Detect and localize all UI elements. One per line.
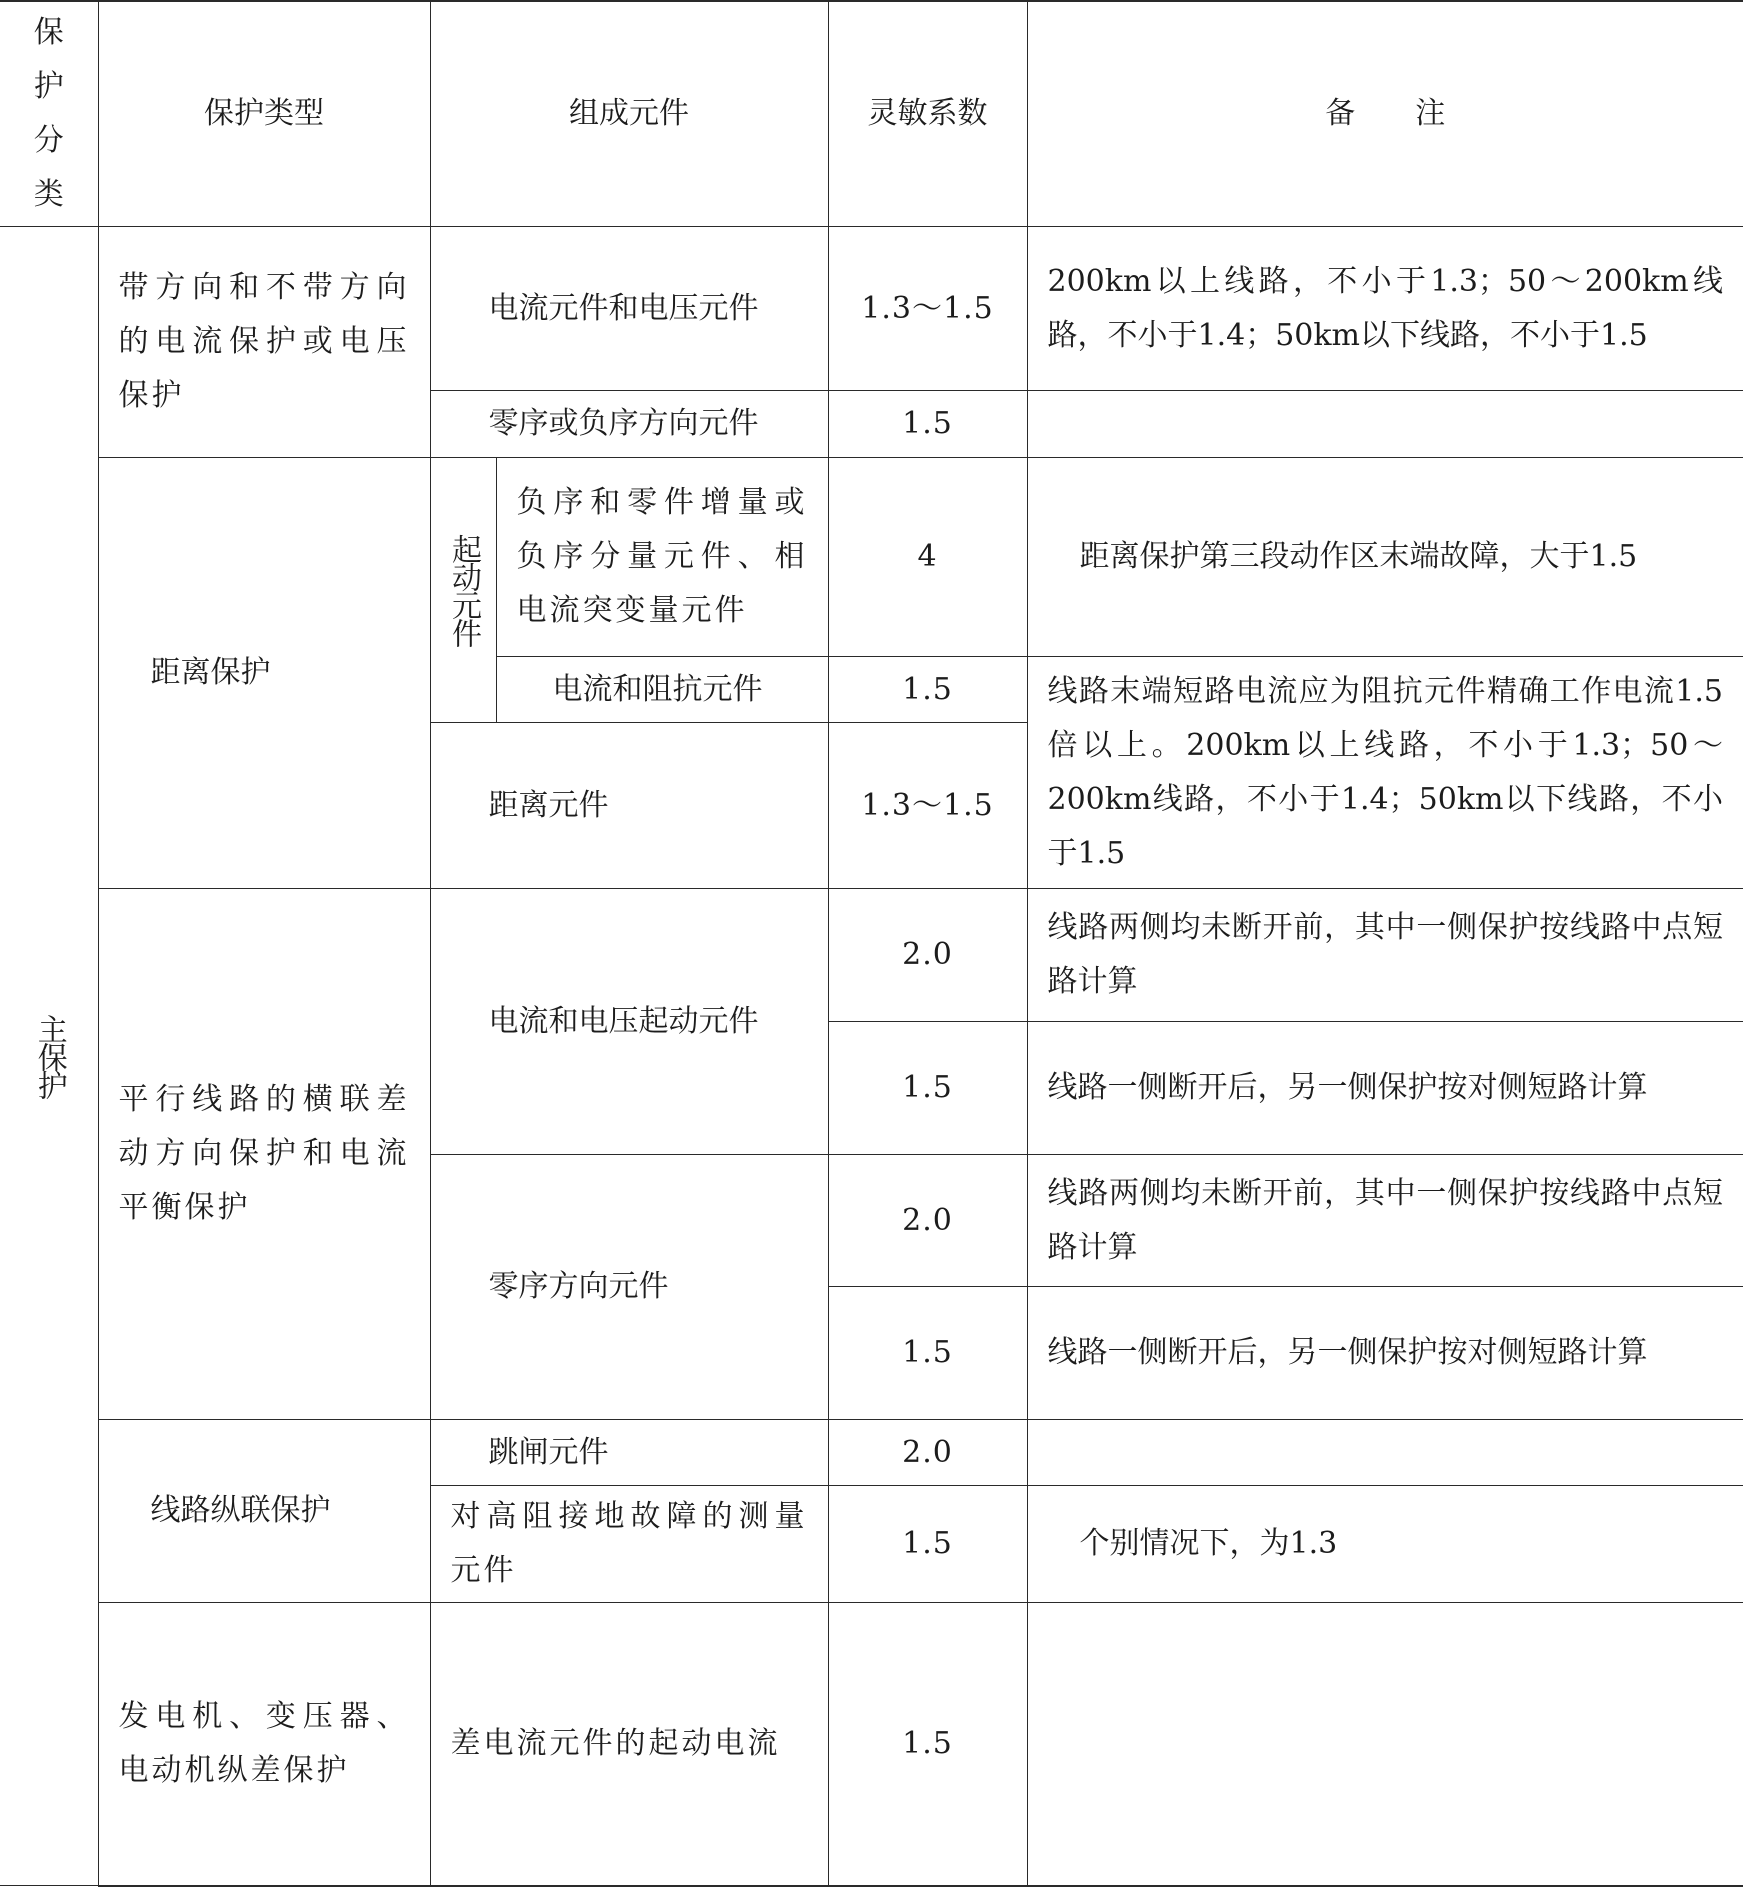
header-type: 保护类型 [98,1,430,227]
type-cell: 平行线路的横联差动方向保护和电流平衡保护 [98,889,430,1420]
coefficient-cell: 1.5 [828,1603,1027,1886]
table-row [0,458,1743,657]
remark-cell: 线路一侧断开后，另一侧保护按对侧短路计算 [1027,1022,1743,1155]
component-cell: 跳闸元件 [430,1420,828,1486]
remark-cell: 距离保护第三段动作区末端故障，大于1.5 [1027,458,1743,657]
table-row [0,227,1743,391]
component-cell: 差电流元件的起动电流 [430,1603,828,1886]
component-cell: 零序或负序方向元件 [430,391,828,458]
remark-cell [1027,1420,1743,1486]
component-cell: 零序方向元件 [430,1155,828,1420]
coefficient-cell: 2.0 [828,1155,1027,1287]
component-cell: 负序和零件增量或负序分量元件、相电流突变量元件 [496,458,828,657]
coefficient-cell: 1.5 [828,391,1027,458]
remark-cell [1027,391,1743,458]
type-cell: 发电机、变压器、电动机纵差保护 [98,1603,430,1886]
coefficient-cell: 4 [828,458,1027,657]
remark-cell: 线路一侧断开后，另一侧保护按对侧短路计算 [1027,1287,1743,1420]
component-cell: 对高阻接地故障的测量元件 [430,1486,828,1603]
header-row [0,1,1743,227]
type-cell: 线路纵联保护 [98,1420,430,1603]
header-remarks: 备 注 [1027,1,1743,227]
remark-cell: 线路末端短路电流应为阻抗元件精确工作电流1.5倍以上。200km以上线路，不小于1.3；50～200km线路，不小于1.4；50km以下线路，不小于1.5 [1027,657,1743,889]
starting-element-label: 起动元件 [430,458,496,723]
table-row [0,1603,1743,1886]
coefficient-cell: 1.3～1.5 [828,227,1027,391]
type-cell: 距离保护 [98,458,430,889]
coefficient-cell: 1.5 [828,1022,1027,1155]
type-cell: 带方向和不带方向的电流保护或电压保护 [98,227,430,458]
category-main: 主保护 [0,227,98,1886]
header-coefficient: 灵敏系数 [828,1,1027,227]
coefficient-cell: 1.5 [828,657,1027,723]
coefficient-cell: 1.5 [828,1486,1027,1603]
remark-cell [1027,1603,1743,1886]
remark-cell: 200km以上线路，不小于1.3；50～200km线路，不小于1.4；50km以下线路，不小于1.5 [1027,227,1743,391]
remark-cell: 线路两侧均未断开前，其中一侧保护按线路中点短路计算 [1027,1155,1743,1287]
header-component: 组成元件 [430,1,828,227]
component-cell: 电流元件和电压元件 [430,227,828,391]
coefficient-cell: 1.5 [828,1287,1027,1420]
coefficient-cell: 1.3～1.5 [828,723,1027,889]
component-cell: 距离元件 [430,723,828,889]
table-row [0,1420,1743,1486]
component-cell: 电流和电压起动元件 [430,889,828,1155]
remark-cell: 个别情况下，为1.3 [1027,1486,1743,1603]
header-category: 保护分类 [0,1,98,227]
coefficient-cell: 2.0 [828,889,1027,1022]
remark-cell: 线路两侧均未断开前，其中一侧保护按线路中点短路计算 [1027,889,1743,1022]
component-cell: 电流和阻抗元件 [496,657,828,723]
table-row [0,889,1743,1022]
coefficient-cell: 2.0 [828,1420,1027,1486]
